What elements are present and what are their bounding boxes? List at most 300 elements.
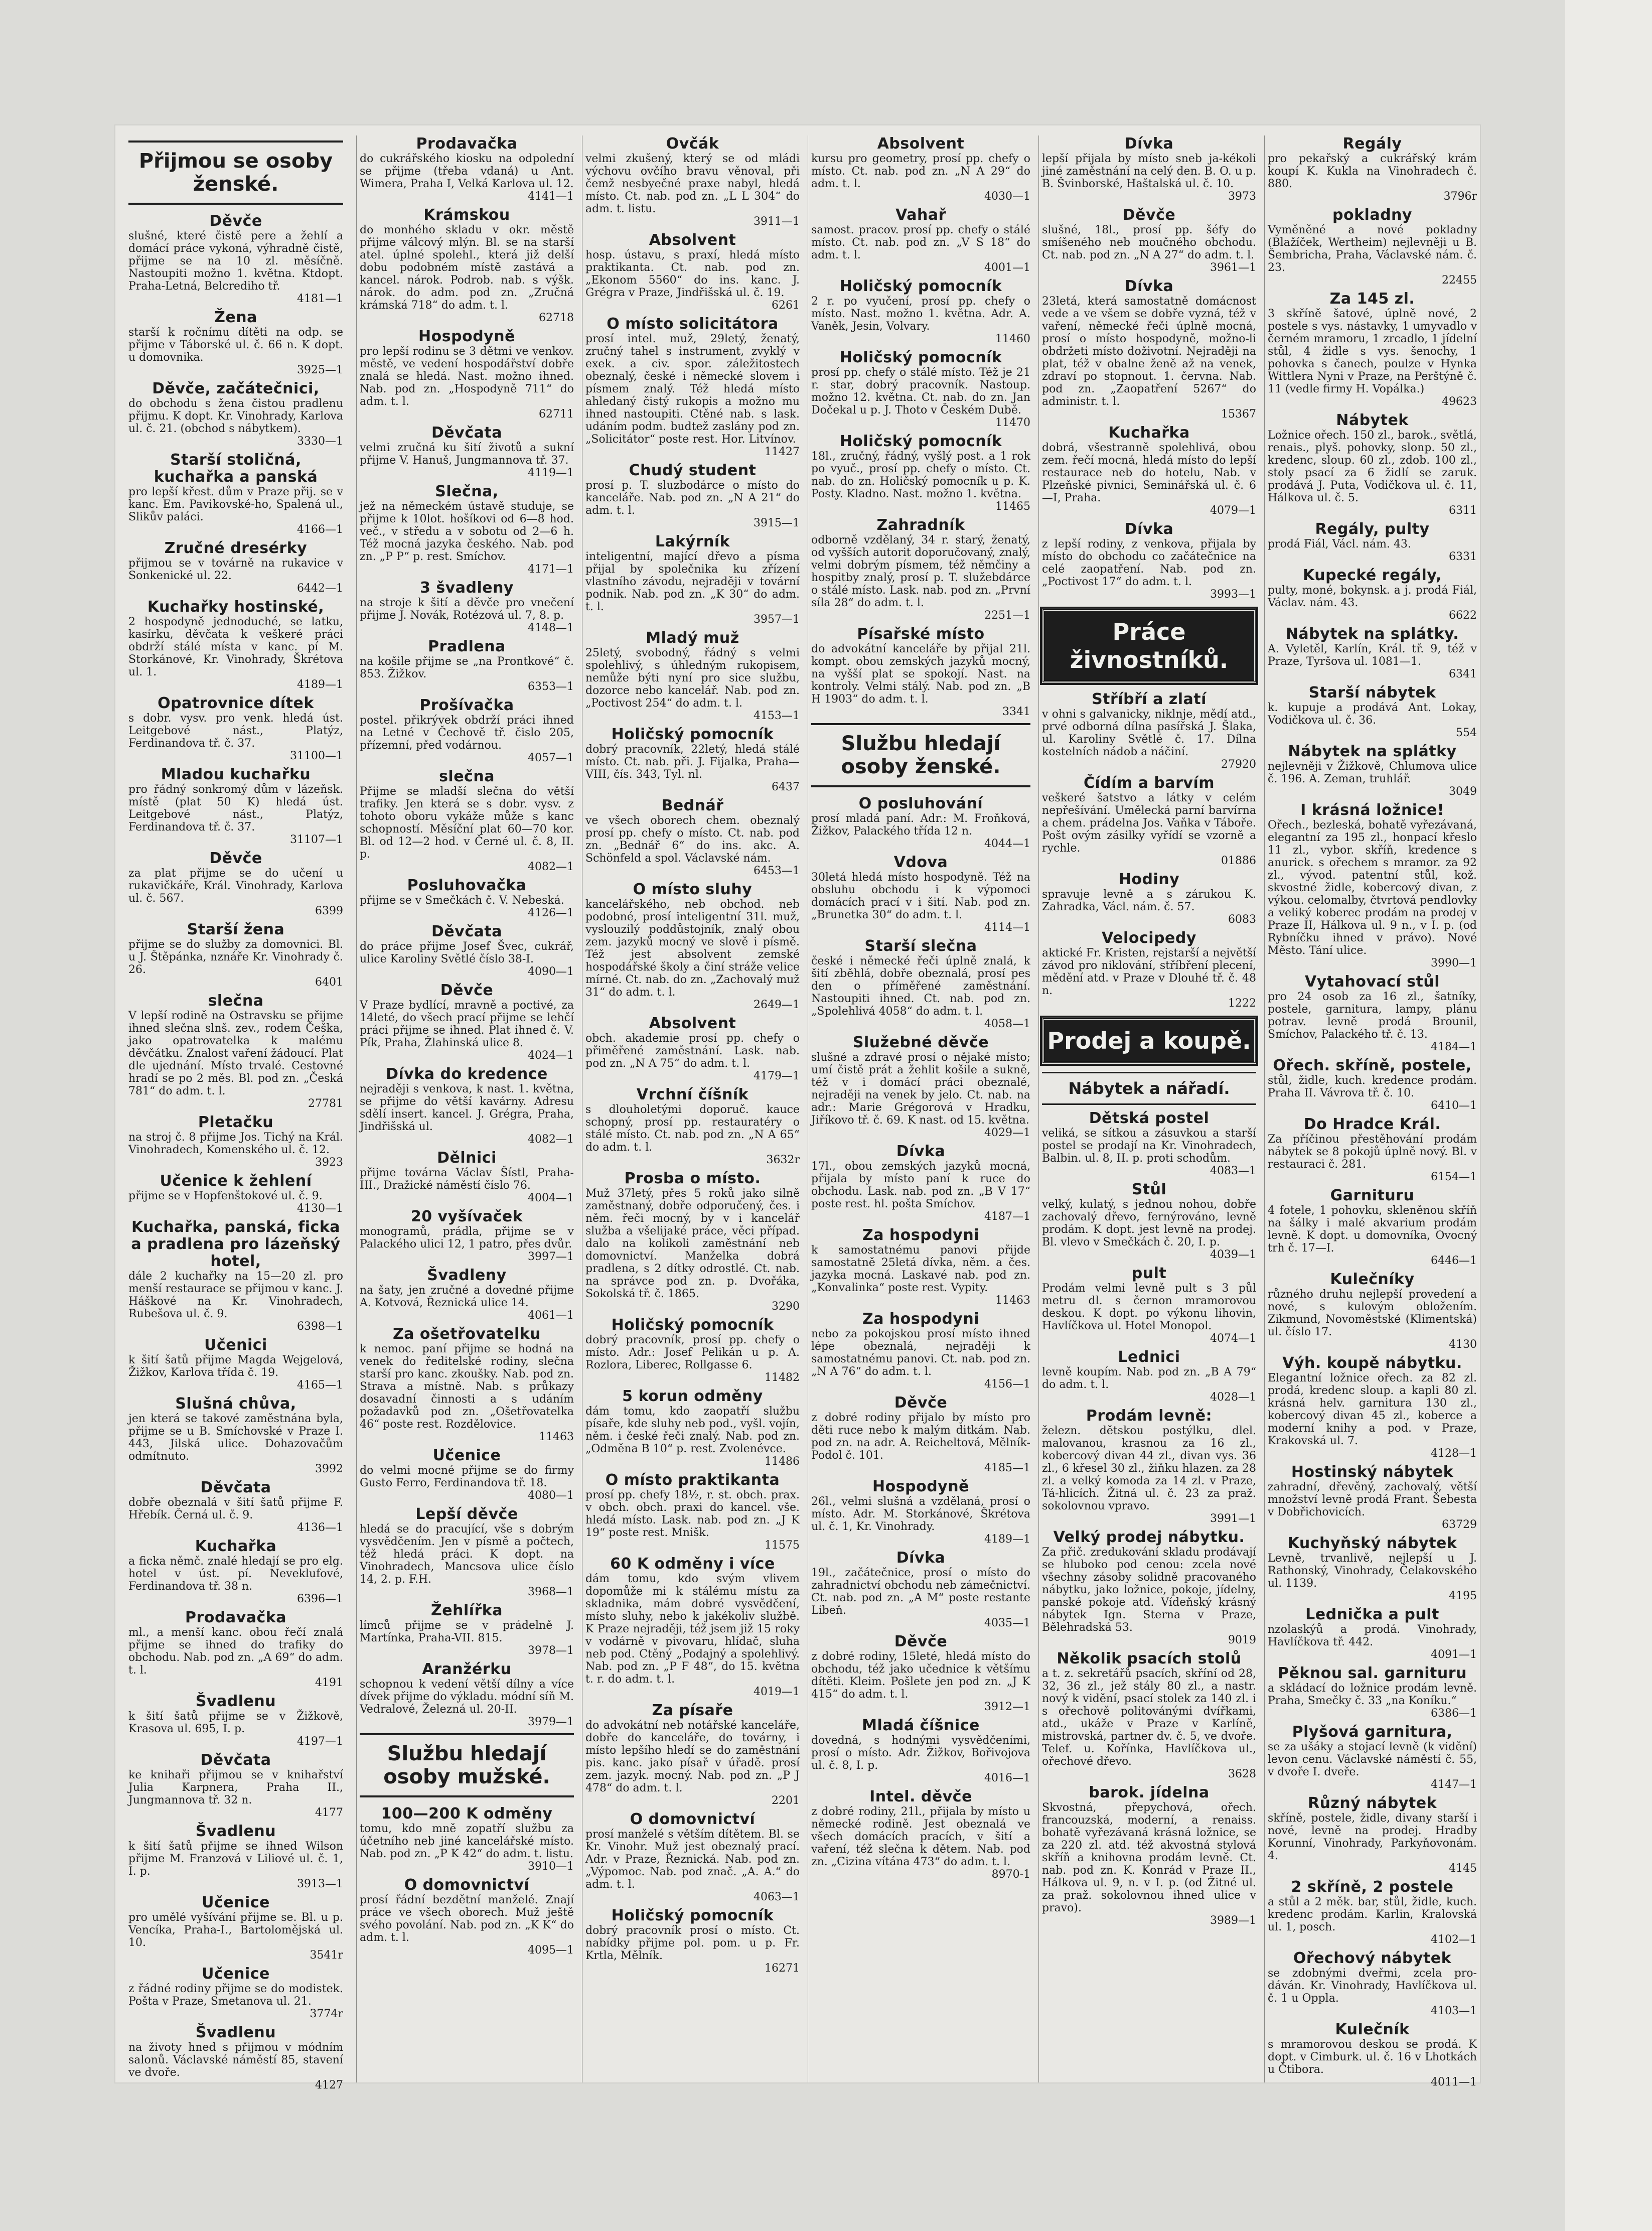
classified-ad	[1268, 1057, 1477, 1112]
ad-number: 4147—1	[1431, 1778, 1477, 1791]
ad-title: Za písaře	[652, 1702, 733, 1719]
classified-ad	[128, 766, 343, 846]
classified-ad	[1268, 291, 1477, 408]
classified-ad	[1268, 1355, 1477, 1460]
ad-title: Slušná chůva,	[175, 1395, 296, 1413]
ad-text: prodá Fiál, Václ. nám. 43.	[1268, 538, 1411, 550]
ad-text: tomu, kdo mně zopatří službu za účetního neb jiné kancelářské místo. Nab. pod zn. „P K 42“ do adm. t. listu.	[360, 1823, 574, 1860]
ad-number: 3911—1	[754, 215, 800, 228]
classified-ad	[811, 278, 1030, 345]
ad-title: Dívka	[896, 1143, 946, 1160]
ad-title: Lepší děvče	[415, 1505, 518, 1523]
ad-number: 4119—1	[528, 467, 574, 479]
ad-text: z lepší rodiny, z venkova, přijala by místo do obchodu co začátečnice na celé zaopatření. Nab. pod zn. „Poctivost 17“ do adm. t. l.	[1042, 538, 1256, 588]
ad-text: zahradní, dřevěný, zachovalý, větší množství levně prodá Frant. Šebesta v Dobřichovicích.	[1268, 1481, 1477, 1518]
ad-number: 4156—1	[984, 1378, 1030, 1390]
ad-title: Velocipedy	[1102, 929, 1196, 947]
ad-text: s dlouholetými doporuč. kauce schopný, prosí pp. restauratéry o stálé místo. Ct. nab. pod zn. „N A 65“ do adm. t. l.	[585, 1103, 800, 1154]
ad-text: s mramorovou deskou se prodá. K dopt. v Cimburk. ul. č. 16 v Lhotkách u Čtibora.	[1268, 2038, 1477, 2076]
ad-number: 4030—1	[984, 190, 1030, 203]
ad-title: Slečna,	[435, 483, 499, 500]
classified-ad	[1268, 1724, 1477, 1791]
classified-ad	[1268, 207, 1477, 287]
ad-number: 4091—1	[1431, 1648, 1477, 1661]
ad-text: a ficka němč. znalé hledají se pro elg. hotel v úst. pí. Neveklufové, Ferdinandova tř. 38 n.	[128, 1555, 343, 1593]
ad-text: k samostatnému panovi přijde samostatně 25letá dívka, něm. a čes. jazyka mocná. Laskavé nab. pod zn. „Konvalinka“ poste rest. Vypity.	[811, 1244, 1030, 1294]
classified-ad	[360, 1877, 574, 1957]
classified-column	[1038, 135, 1259, 2082]
ad-title: Dětská postel	[1089, 1109, 1210, 1127]
ad-number: 4035—1	[984, 1617, 1030, 1629]
ad-text: ve všech oborech chem. obeznalý prosí pp. chefy o místo. Ct. nab. pod zn. „Bednář 6“ do ins. akc. A. Schönfeld a spol. Václavské nám.	[585, 814, 800, 865]
classified-ad	[811, 1788, 1030, 1881]
ad-text: veliká, se sítkou a zásuvkou a starší postel se prodají na Kr. Vinohradech, Balbin. ul. 8, II. p. proti schodům.	[1042, 1127, 1256, 1165]
classified-ad	[360, 1602, 574, 1657]
ad-number: 4191	[315, 1677, 343, 1689]
classified-ad	[1042, 1650, 1256, 1780]
ad-text: jen která se takové zaměstnána byla, přijme se u B. Smíchovské v Praze I. 443, Jilská ulice. Dohazovačům odmítnuto.	[128, 1413, 343, 1463]
classified-ad	[1268, 1795, 1477, 1875]
ad-text: velmi zkušený, který se od mládi výchovu ovčího bravu věnoval, při čemž nesbyečné praxe nabyl, hledá místo. Ct. nab. pod zn. „L L 304“ do adm. t. listu.	[585, 153, 800, 215]
ad-number: 22455	[1442, 274, 1477, 287]
classified-ad	[360, 1805, 574, 1873]
classified-ad	[1042, 1529, 1256, 1646]
ad-number: 3993—1	[1210, 588, 1256, 601]
ad-text: lepší přijala by místo sneb ja-kékoli jiné zaměstnání na celý den. B. O. u p. B. Švinborské, Haštalská ul. č. 10.	[1042, 153, 1256, 190]
ad-number: 3632r	[766, 1154, 800, 1166]
ad-title: Děvče	[894, 1633, 948, 1650]
classified-ad	[128, 993, 343, 1110]
ad-number: 4083—1	[1210, 1165, 1256, 1177]
ad-title: 60 K odměny i více	[610, 1555, 775, 1573]
ad-number: 9019	[1228, 1634, 1256, 1646]
ad-number: 6622	[1449, 609, 1477, 622]
ad-text: slušné, které čistě pere a žehlí a domácí práce vykoná, výhradně čistě, přijme se na 10 zl. měsíčně. Nastoupiti možno 1. května. Ktdopt. Praha-Letná, Belcrediho tř.	[128, 230, 343, 293]
ad-text: Elegantní ložnice ořech. za 82 zl. prodá, kredenc sloup. a kapli 80 zl. krásná helv. garnitura 130 zl., kobercový divan 45 zl., koberce a moderní knihy a pod. v Praze, Krakovská ul. 7.	[1268, 1372, 1477, 1447]
classified-ad	[811, 938, 1030, 1030]
classified-ad	[1268, 1535, 1477, 1602]
ad-text: nzolaskýů a prodá. Vinohrady, Havlíčkova tř. 442.	[1268, 1623, 1477, 1648]
ad-number: 3978—1	[528, 1644, 574, 1657]
ad-text: prosí pp. chefy 18½, r. st. obch. prax. v obch. obch. praxi do kancel. vše. hledá místo. Lask. nab. pod zn. „J K 19“ poste rest. Mnišk.	[585, 1489, 800, 1539]
ad-title: 3 švadleny	[420, 579, 514, 597]
ad-title: Garnituru	[1330, 1187, 1415, 1204]
ad-text: monogramů, prádla, přijme se v Palackého ulici 12, 1 patro, přes dvůr.	[360, 1225, 574, 1250]
ad-title: Prodavačka	[185, 1609, 286, 1626]
ad-title: Stříbří a zlatí	[1092, 690, 1207, 708]
ad-title: Nábytek na splátky	[1288, 743, 1457, 760]
ad-number: 4181—1	[297, 293, 343, 305]
ad-number: 4195	[1449, 1590, 1477, 1602]
ad-title: Děvče	[440, 982, 494, 999]
classified-ad	[128, 921, 343, 989]
classified-ad	[1042, 691, 1256, 771]
ad-text: veškeré šatstvo a látky v celém nepřešívání. Umělecká parní barvírna a chem. prádelna Jos. Vaňka v Táboře. Pošt ovým zásilky vyřídí se vzorně a rychle.	[1042, 792, 1256, 855]
ad-title: Učenice	[432, 1447, 501, 1464]
ad-number: 6341	[1449, 668, 1477, 680]
ad-text: slušné a zdravé prosí o nějaké místo; umí čistě prát a žehlit košile a sukně, též v i domácí práci obeznalé, nejraději na venek by jelo. Ct. nab. na adr.: Marie Grégorová v Hradku, Jiříkovo tř. č. 69. K nast. od 15. května.	[811, 1051, 1030, 1127]
ad-title: Služebné děvče	[852, 1034, 989, 1051]
ad-title: Hospodyně	[418, 328, 515, 345]
ad-number: 31107—1	[290, 833, 343, 846]
ad-title: Učenice	[202, 1894, 270, 1911]
classified-column	[808, 135, 1033, 2082]
ad-text: na stroj č. 8 přijme Jos. Tichý na Král. Vinohradech, Komenského ul. č. 12.	[128, 1131, 343, 1156]
ad-number: 11463	[995, 1294, 1030, 1307]
classified-ad	[128, 1337, 343, 1391]
ad-title: Hospodyně	[872, 1478, 969, 1495]
ad-text: k nemoc. paní přijme se hodná na venek do ředitelské rodiny, slečna starší pro kanc. zkoušky. Nab. pod zn. Strava a místně. Nab. s průkazy dosavadní činnosti a s udáním požadavků pod zn. „Ošetřovatelka 46“ poste rest. Rozdělovice.	[360, 1343, 574, 1431]
ad-title: Dívka	[1124, 277, 1174, 295]
ad-number: 4130	[1449, 1338, 1477, 1351]
ad-title: Vrchní číšník	[636, 1086, 749, 1103]
ad-text: přijme se v Smečkách č. V. Nebeská.	[360, 894, 564, 907]
classified-ad	[1268, 135, 1477, 203]
ad-title: slečna	[439, 768, 495, 785]
classified-ad	[360, 1661, 574, 1728]
classified-ad	[1042, 278, 1256, 421]
classified-ad	[811, 433, 1030, 513]
ad-title: O místo sluhy	[633, 881, 753, 898]
ad-title: Absolvent	[877, 135, 965, 153]
ad-title: Posluhovačka	[407, 877, 527, 894]
ad-title: Zručné dresérky	[164, 539, 308, 557]
ad-text: k šití šatů přijme Magda Wejgelová, Žižkov, Karlova třída č. 19.	[128, 1354, 343, 1379]
classified-ad	[1268, 2021, 1477, 2088]
classified-ad	[128, 2024, 343, 2091]
ad-text: české i německé řeči úplně znalá, k šití zběhlá, dobře obeznalá, prosí pes den o příměřené zaměstnání. Nastoupiti ihned. Ct. nab. pod zn. „Spolehlivá 4058“ do adm. t. l.	[811, 955, 1030, 1018]
ad-title: Plyšová garnitura,	[1292, 1723, 1453, 1741]
ad-text: dobře obeznalá v šití šatů přijme F. Hřebík. Černá ul. č. 9.	[128, 1496, 343, 1521]
ad-title: Regály, pulty	[1315, 520, 1430, 538]
classified-ad	[811, 854, 1030, 934]
ad-number: 6386—1	[1431, 1707, 1477, 1720]
classified-ad	[585, 1556, 800, 1698]
classified-ad	[128, 1823, 343, 1890]
ad-title: I krásná ložnice!	[1300, 801, 1444, 819]
ad-number: 4063—1	[754, 1891, 800, 1903]
ad-text: spravuje levně a s zárukou K. Zahradka, Václ. nám. č. 57.	[1042, 888, 1256, 913]
ad-title: Prosba o místo.	[624, 1170, 761, 1187]
ad-number: 4136—1	[297, 1521, 343, 1534]
classified-ad	[811, 349, 1030, 429]
ad-text: pro lepší rodinu se 3 dětmi ve venkov. městě, ve vedení hospodářství dobře znalá se hledá. Nast. možno ihned. Nab. pod zn. „Hospodyně 711“ do adm. t. l.	[360, 345, 574, 408]
ad-title: Kupecké regály,	[1303, 567, 1442, 584]
classified-ad	[585, 1015, 800, 1082]
ad-text: dobrý pracovník, prosí pp. chefy o místo. Adr.: Josef Pelikán u p. A. Rozlora, Liberec, Rollgasse 6.	[585, 1334, 800, 1371]
ad-text: 30letá hledá místo hospodyně. Též na obsluhu obchodu i k výpomoci domácích prací v i šití. Nab. pod zn. „Brunetka 30“ do adm. t. l.	[811, 871, 1030, 921]
classified-ad	[1268, 1950, 1477, 2017]
classified-ad	[360, 1506, 574, 1598]
classified-ad	[811, 795, 1030, 850]
ad-title: Mladý muž	[646, 629, 739, 647]
ad-number: 6261	[772, 299, 800, 312]
classified-ad	[128, 380, 343, 448]
ad-text: Za přič. zredukování skladu prodávají se hluboko pod cenou: zcela nové všechny zásoby solidně pracovaného nábytku, jako ložnice, pokoje, jídelny, panské pokoje atd. Vídeňský krásný nábytek Ign. Sterna v Praze, Bělehradská 53.	[1042, 1546, 1256, 1634]
ad-title: Krámskou	[423, 206, 510, 224]
ad-number: 6331	[1449, 550, 1477, 563]
classified-ad	[360, 1447, 574, 1502]
ad-text: dám tomu, kdo zaopatří službu písaře, kde sluhy neb pod., vyšl. vojín, něm. i české řeči znalý. Nab. pod zn. „Odměna B 10“ p. rest. Zvolenévce.	[585, 1405, 800, 1455]
ad-text: levně koupím. Nab. pod zn. „B A 79“ do adm. t. l.	[1042, 1366, 1256, 1391]
ad-number: 11482	[765, 1371, 800, 1384]
ad-title: Různý nábytek	[1307, 1794, 1437, 1812]
ad-title: Učenice	[202, 1965, 270, 1983]
ad-title: O místo solicitátora	[607, 315, 779, 333]
ad-text: dobrá, všestranně spolehlivá, obou zem. řečí mocná, hledá místo do lepší restaurace neb do hotelu, Nab. v Plzeňské pivnici, Seminářská ul. č. 6—I, Praha.	[1042, 442, 1256, 504]
ad-title: Nábytek na splátky.	[1285, 625, 1459, 643]
ad-text: a t. z. sekretářů psacích, skříní od 28, 32, 36 zl., jež stály 80 zl., a nastr. nový k vidění, psací stolek za 140 zl. i s ořechově politovánými dvířkami, atd., ukáže v Praze v Karlíně, mistrovská, partner dv. č. 5, ve dvoře. Telef. u. Kořínka, Havlíčkova ul., ořechové dřevo.	[1042, 1667, 1256, 1768]
ad-text: pro umělé vyšívání přijme se. Bl. u p. Vencíka, Praha-I., Bartolomějská ul. 10.	[128, 1911, 343, 1949]
ad-number: 3979—1	[528, 1716, 574, 1728]
ad-title: Švadlenu	[195, 1693, 276, 1710]
ad-title: Absolvent	[649, 1015, 736, 1032]
classified-ad	[360, 923, 574, 978]
classified-ad	[128, 213, 343, 305]
ad-text: prosí p. T. sluzbodárce o místo do kanceláře. Nab. pod zn. „N A 21“ do adm. t. l.	[585, 479, 800, 517]
classified-ad	[585, 630, 800, 722]
ad-text: 17l., obou zemských jazyků mocná, přijala by místo paní k ruce do obchodu. Lask. nab. pod zn. „B V 17“ poste rest. hl. pošta Smíchov.	[811, 1160, 1030, 1210]
ad-title: Prodavačka	[416, 135, 518, 153]
classified-ad	[585, 1702, 800, 1807]
ad-text: přijmou se v továrně na rukavice v Sonkenické ul. 22.	[128, 557, 343, 582]
ad-text: různého druhu nejlepší provedení a nové, s kulovým obložením. Zikmund, Novoměstské (Klimentská) ul. číslo 17.	[1268, 1288, 1477, 1338]
ad-number: 3915—1	[754, 517, 800, 529]
classified-ad	[360, 768, 574, 873]
classified-ad	[128, 1173, 343, 1215]
ad-text: límců přijme se v prádelně J. Martínka, Praha-VII. 815.	[360, 1619, 574, 1644]
ad-number: 6442—1	[297, 582, 343, 595]
ad-text: nejlevněji v Žižkově, Chlumova ulice č. 196. A. Zeman, truhlář.	[1268, 760, 1477, 785]
ad-number: 3910—1	[528, 1860, 574, 1873]
ad-number: 3989—1	[1210, 1914, 1256, 1927]
ad-text: přijme se v Hopfenštokové ul. č. 9.	[128, 1190, 323, 1202]
ad-text: 3 skříně šatové, úplně nové, 2 postele s vys. nástavky, 1 umyvadlo v černém mramoru, 1 zrcadlo, 1 jídelní stůl, 4 židle s vys. šenochy, 1 pohovka s čanech, poulze v Hynka Wittlera Nyni v Praze, na Perštýně č. 11 (vedle firmy H. Vopálka.)	[1268, 308, 1477, 395]
ad-title: O posluhování	[858, 795, 983, 812]
ad-number: 4114—1	[984, 921, 1030, 934]
ad-text: pro lepší křest. dům v Praze přij. se v kanc. Em. Pavikovské-ho, Spalená ul., Slikův paláci.	[128, 486, 343, 523]
section-banner: Prodej a koupě.	[1042, 1018, 1256, 1064]
classified-ad	[128, 1966, 343, 2020]
ad-title: Čídím a barvím	[1083, 774, 1215, 792]
ad-text: pulty, moné, bokynsk. a j. prodá Fiál, Václav. nám. 43.	[1268, 584, 1477, 609]
ad-title: Lakýrník	[655, 533, 730, 550]
ad-text: aktické Fr. Kristen, rejstarší a největší závod pro niklování, stříbření plecení, mědění atd. v Praze v Dlouhé tř. č. 48 n.	[1042, 947, 1256, 997]
ad-number: 4126—1	[528, 907, 574, 919]
ad-number: 4001—1	[984, 261, 1030, 274]
ad-number: 3990—1	[1431, 957, 1477, 969]
ad-number: 3628	[1228, 1768, 1256, 1780]
classified-ad	[1042, 207, 1256, 274]
ad-number: 4004—1	[528, 1192, 574, 1204]
ad-number: 6353—1	[528, 680, 574, 693]
ad-text: 2 r. po vyučení, prosí pp. chefy o místo. Nast. možno 1. května. Adr. A. Vaněk, Jesin, Volvary.	[811, 295, 1030, 333]
ad-number: 4145	[1449, 1862, 1477, 1875]
ad-number: 4184—1	[1431, 1041, 1477, 1053]
page-margin	[1565, 0, 1652, 2231]
ad-title: Stůl	[1131, 1181, 1167, 1198]
ad-text: z dobré rodiny, 15leté, hledá místo do obchodu, též jako učednice k většímu dítěti. Kleim. Pošlete jen pod zn. „J K 415“ do adm. t. l.	[811, 1650, 1030, 1701]
classified-ad	[585, 1317, 800, 1384]
ad-title: Velký prodej nábytku.	[1053, 1528, 1245, 1546]
ad-text: postel. přikrývek obdrží práci ihned na Letné v Čechově tř. čislo 205, přízemní, před vodárnou.	[360, 714, 574, 752]
ad-number: 3925—1	[297, 364, 343, 376]
ad-text: V Praze bydlící, mravně a poctivé, za 14leté, do všech prací přijme se lehčí práci přijme se ihned. Plat ihned č. V. Pík, Praha, Žlahinská ulice 8.	[360, 999, 574, 1049]
ad-title: Holičský pomocník	[839, 433, 1002, 450]
ad-title: Kuchařka	[1108, 424, 1190, 442]
ad-text: prosí mladá paní. Adr.: M. Froňková, Žižkov, Palackého třída 12 n.	[811, 812, 1030, 838]
ad-text: odborně vzdělaný, 34 r. starý, ženatý, od vyšších autorit doporučovaný, znalý, velmi dobrým písmem, též němčiny a hospitby znalý, prosí p. T. služebdárce o stálé místo. Lask. nab. pod zn. „První síla 28“ do adm. t. l.	[811, 534, 1030, 609]
ad-text: kursu pro geometry, prosí pp. chefy o místo. Ct. nab. pod zn. „N A 29“ do adm. t. l.	[811, 153, 1030, 190]
ad-title: Holičský pomocník	[611, 1907, 774, 1924]
ad-text: skříně, postele, židle, divany starší i nové, levně na prodej. Hradby Korunní, Vinohrady, Parkyňovonám. 4.	[1268, 1812, 1477, 1862]
ad-title: Regály	[1342, 135, 1402, 153]
ad-title: Zahradník	[876, 516, 965, 534]
ad-number: 4148—1	[528, 622, 574, 634]
ad-text: do cukrářského kiosku na odpolední se přijme (třeba vdaná) u Ant. Wimera, Praha I, Velká Karlova ul. 12.	[360, 153, 574, 190]
classified-ad	[1042, 1181, 1256, 1261]
ad-number: 6446—1	[1431, 1254, 1477, 1267]
ad-title: Několik psacích stolů	[1057, 1650, 1242, 1667]
ad-number: 6311	[1449, 504, 1477, 517]
ad-number: 6398—1	[297, 1320, 343, 1333]
classified-column	[356, 135, 577, 2082]
ad-number: 3912—1	[984, 1701, 1030, 1713]
classified-ad	[585, 533, 800, 626]
ad-title: Dělnici	[437, 1149, 497, 1167]
ad-text: k. kupuje a prodává Ant. Lokay, Vodičkova ul. č. 36.	[1268, 702, 1477, 727]
ad-title: barok. jídelna	[1089, 1784, 1210, 1801]
classified-ad	[128, 1396, 343, 1475]
ad-text: do advokátní neb notářské kanceláře, dobře do kanceláře, do továrny, i místo lepšího hledí se do zaměstnání pis. kanc. jako písař v úřadě. prosí zem. jazyk. mocný. Nab. pod zn. „P J 478“ do adm. t. l.	[585, 1719, 800, 1794]
ad-title: Pletačku	[198, 1113, 274, 1131]
ad-text: Přijme se mladší slečna do větší trafiky. Jen která se s dobr. vysv. z tohoto oboru vykáže může s kanc schopností. Měsíční plat 60—70 kor. Bl. od 12—2 hod. v Černé ul. č. 8, II. p.	[360, 785, 574, 861]
ad-number: 6083	[1228, 913, 1256, 926]
ad-text: 25letý, svobodný, řádný s velmi spolehlivý, s úhledným rukopisem, nemůže býti nyní pro sice službu, dozorce nebo kancelář. Nab. pod zn. „Poctivost 254“ do adm. t. l.	[585, 647, 800, 710]
ad-number: 11427	[765, 446, 800, 458]
ad-text: Skvostná, přepychová, ořech. francouzská, moderní, a renaiss. bohatě vyřezávaná krásná ložnice, se za 220 zl. atd. též akvostná stylová skříň a knihovna prodám levně. Ct. nab. pod zn. K. Konrád v Praze II., Hálkova ul. 9, n. v I. p. (od Žitné ul. za praž. sokolovnou ihned ulice v pravo).	[1042, 1801, 1256, 1914]
ad-title: Kuchařka	[195, 1538, 277, 1555]
ad-title: Opatrovnice dítek	[158, 694, 314, 712]
ad-text: k šití šatů přijme se ihned Wilson přijme M. Franzová v Liliové ul. č. 1, I. p.	[128, 1840, 343, 1878]
ad-title: pult	[1131, 1265, 1167, 1282]
ad-number: 4103—1	[1431, 2005, 1477, 2017]
subsection-heading: Nábytek a nářadí.	[1042, 1072, 1256, 1105]
classified-ad	[360, 1066, 574, 1146]
ad-title: Ovčák	[666, 135, 719, 153]
ad-text: 2 hospodyně jednoduché, se latku, kasírku, děvčata k veškeré práci obdrží stálé místa v kanc. pí M. Storkánové, Kr. Vinohrady, Škrétova ul. 1.	[128, 616, 343, 678]
classified-ad	[1042, 1265, 1256, 1345]
classified-ad	[585, 1907, 800, 1975]
ad-text: Za příčinou přestěhování prodám nábytek se 8 pokojů úplně nový. Bl. v restauraci č. 281.	[1268, 1133, 1477, 1171]
classified-ad	[128, 1479, 343, 1534]
ad-number: 4102—1	[1431, 1933, 1477, 1946]
ad-title: Prodám levně:	[1086, 1407, 1213, 1425]
classified-column	[1264, 135, 1480, 2088]
ad-title: Ořech. skříně, postele,	[1273, 1057, 1472, 1074]
ad-text: velmi zručná ku šití životů a sukní přijme V. Hanuš, Jungmannova tř. 37.	[360, 442, 574, 467]
ad-number: 3541r	[310, 1949, 343, 1962]
classified-ad	[1042, 135, 1256, 203]
classified-ad	[585, 232, 800, 312]
classified-ad	[811, 1143, 1030, 1223]
classified-ad	[360, 1326, 574, 1443]
ad-text: dám tomu, kdo svým vlivem dopomůže mi k stálému místu za skladnika, mám dobré vysvědčení, místo sluhy, nebo k jakékoliv službě. K Praze nejraději, též jsem již 15 roky v vodárně v pivovaru, hlídač, sluha neb pod. Ctěný „Podajný a spolehlivý. Nab. pod zn. „P F 48“, do 15. května t. r. do adm. t. l.	[585, 1573, 800, 1686]
classified-ad	[360, 697, 574, 764]
classified-ad	[585, 881, 800, 1011]
classified-ad	[128, 540, 343, 595]
classified-ad	[585, 797, 800, 877]
ad-number: 4016—1	[984, 1772, 1030, 1784]
ad-number: 6154—1	[1431, 1171, 1477, 1183]
classified-ad	[1042, 1110, 1256, 1177]
ad-text: s dobr. vysv. pro venk. hledá úst. Leitgebové nást., Platýz, Ferdinandova tř. č. 37.	[128, 712, 343, 750]
ad-title: Děvčata	[431, 923, 502, 940]
ad-number: 49623	[1442, 395, 1477, 408]
ad-number: 8970-1	[991, 1868, 1030, 1881]
ad-number: 4130—1	[297, 1202, 343, 1215]
ad-number: 1222	[1228, 997, 1256, 1010]
classified-ad	[360, 877, 574, 919]
ad-title: pokladny	[1332, 206, 1412, 224]
ad-title: Za hospodyni	[862, 1226, 980, 1244]
ad-title: Švadlenu	[195, 2024, 276, 2041]
classified-ad	[585, 1170, 800, 1313]
ad-title: Kuchyňský nábytek	[1287, 1535, 1457, 1552]
ad-number: 4082—1	[528, 861, 574, 873]
ad-number: 63729	[1442, 1518, 1477, 1531]
classified-ad	[360, 328, 574, 421]
ad-title: Mladá číšnice	[862, 1717, 980, 1734]
classified-column	[582, 135, 803, 2082]
ad-text: dovedná, s hodnými vysvědčeními, prosí o místo. Adr. Žižkov, Bořivojova ul. č. 8, I. p.	[811, 1734, 1030, 1772]
classified-ad	[128, 1609, 343, 1689]
ad-title: Učenici	[204, 1336, 267, 1354]
ad-number: 4179—1	[754, 1070, 800, 1082]
ad-title: Aranžérku	[422, 1660, 512, 1678]
ad-title: Děvčata	[200, 1751, 271, 1769]
ad-text: samost. pracov. prosí pp. chefy o stálé místo. Ct. nab. pod zn. „V S 18“ do adm. t. l.	[811, 224, 1030, 261]
classified-ad	[811, 1227, 1030, 1307]
ad-text: schopnou k vedení větší dílny a více dívek přijme do výkladu. módní síň M. Vedralové, Železná ul. 20-II.	[360, 1678, 574, 1716]
classified-ad	[1042, 425, 1256, 517]
classified-ad	[585, 1472, 800, 1552]
ad-number: 6399	[315, 905, 343, 917]
classified-ad	[128, 850, 343, 917]
classified-ad	[811, 207, 1030, 274]
ad-number: 15367	[1221, 408, 1256, 421]
classified-column	[125, 135, 346, 2091]
ad-title: Starší slečna	[864, 937, 977, 955]
ad-title: Dívka	[896, 1549, 946, 1567]
classified-ad	[1268, 973, 1477, 1053]
ad-text: do práce přijme Josef Švec, cukrář, ulice Karoliny Světlé číslo 38-I.	[360, 940, 574, 965]
classified-ad	[585, 1086, 800, 1166]
classified-ad	[128, 1752, 343, 1819]
classified-ad	[811, 626, 1030, 718]
ad-number: 4177	[315, 1806, 343, 1819]
ad-number: 4166—1	[297, 523, 343, 536]
ad-number: 6410—1	[1431, 1099, 1477, 1112]
classified-ad	[1268, 743, 1477, 798]
ad-number: 554	[1456, 727, 1477, 739]
ad-number: 3341	[1002, 706, 1030, 718]
ad-number: 11460	[995, 333, 1030, 345]
ad-title: Absolvent	[649, 231, 736, 249]
ad-number: 6453—1	[754, 865, 800, 877]
ad-number: 11470	[995, 416, 1030, 429]
ad-title: Bednář	[661, 797, 724, 814]
